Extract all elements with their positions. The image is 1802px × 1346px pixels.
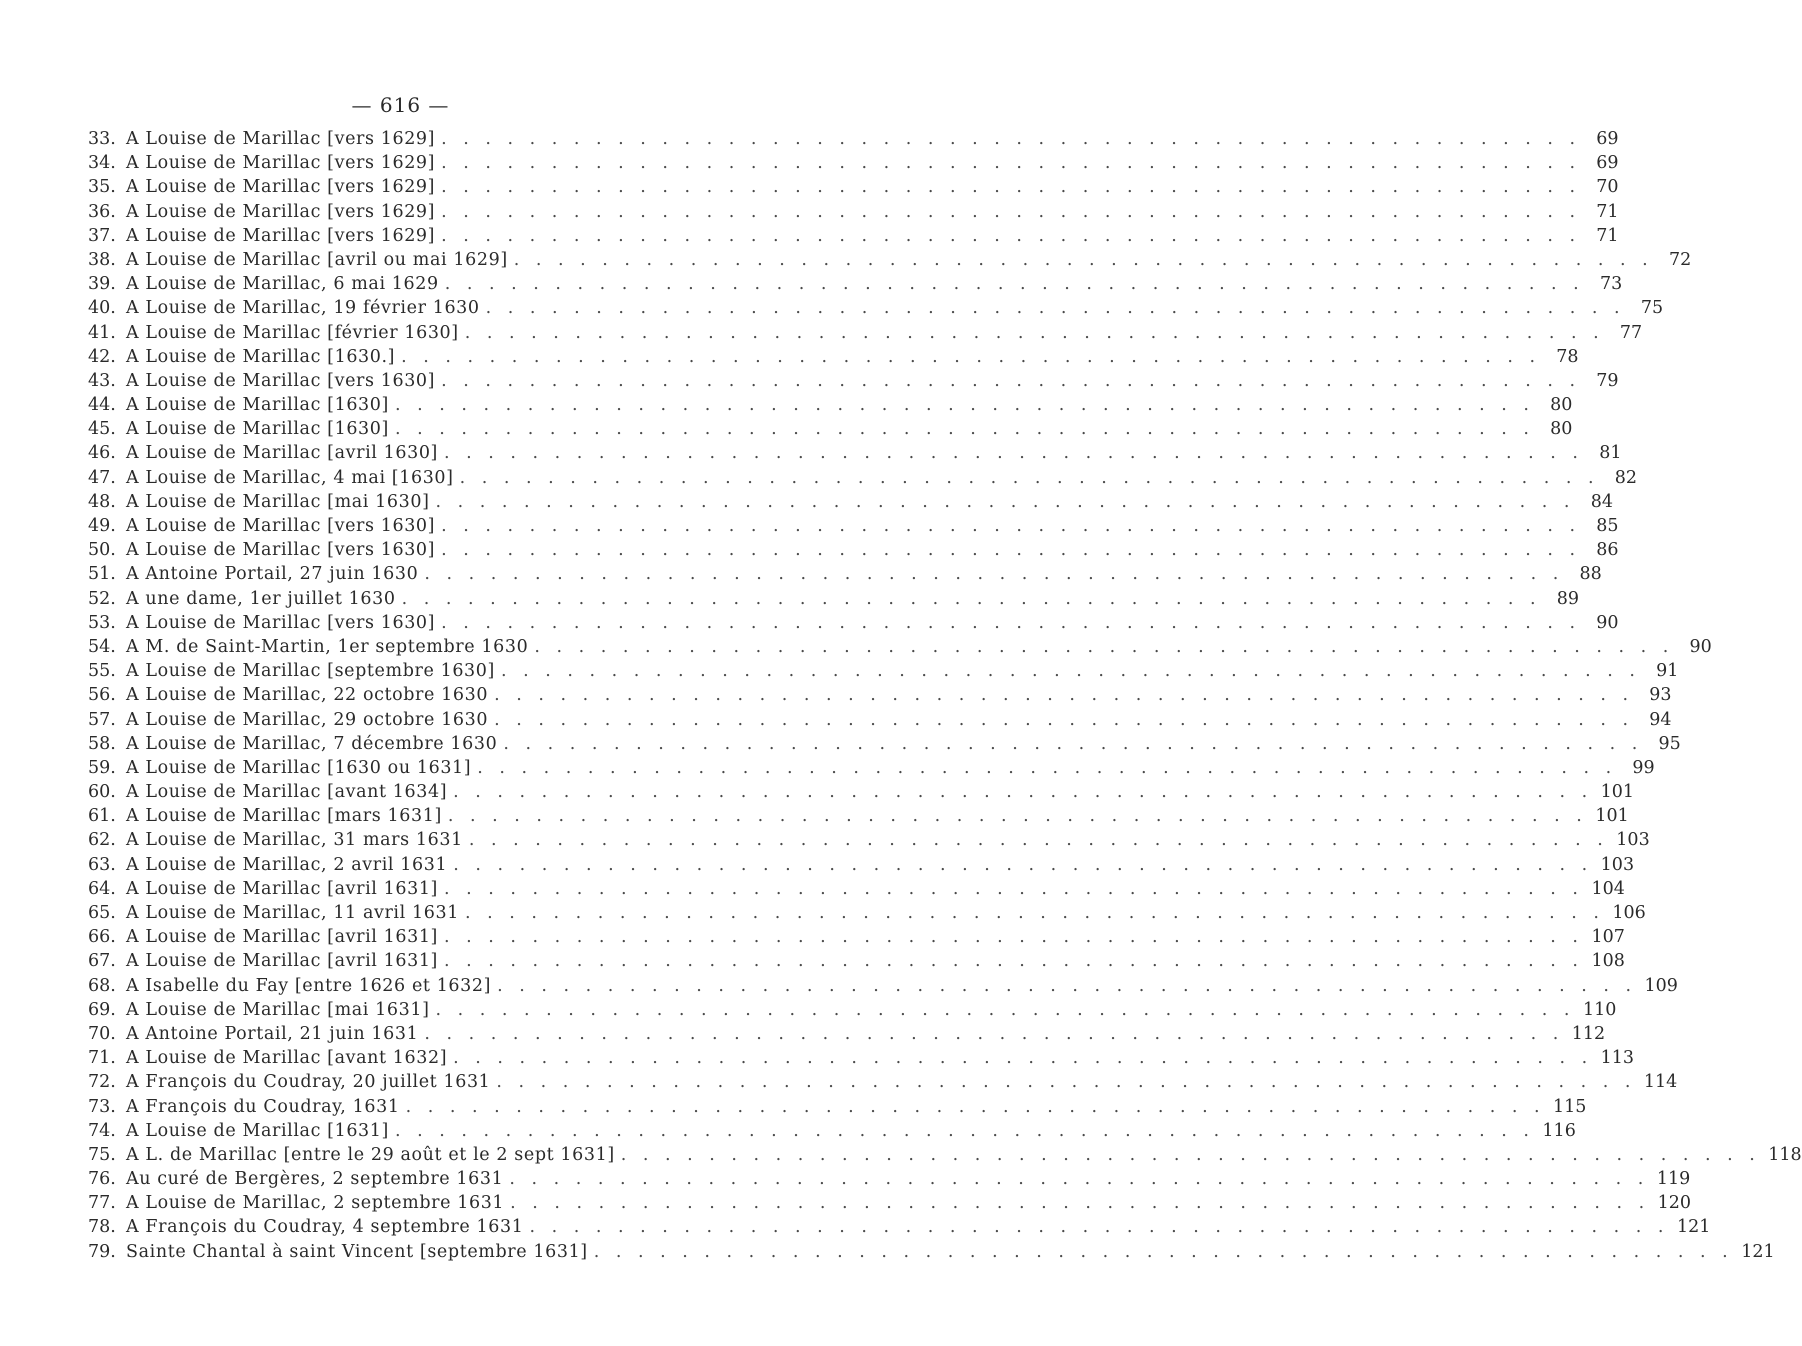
entry-page-ref: 69 bbox=[1596, 129, 1619, 149]
dot-leader bbox=[389, 393, 1542, 417]
entry-number: 44. bbox=[88, 395, 116, 416]
entry-page-ref: 71 bbox=[1596, 225, 1619, 246]
entry-number: 38. bbox=[88, 249, 116, 270]
entry-page-ref: 93 bbox=[1649, 685, 1672, 706]
dot-leader bbox=[480, 296, 1633, 320]
entry-page-ref: 85 bbox=[1596, 516, 1619, 536]
entry-number: 63. bbox=[88, 854, 116, 875]
entry-title: A Louise de Marillac [février 1630] bbox=[126, 322, 459, 343]
entry-page-ref: 103 bbox=[1600, 854, 1635, 875]
entry-number: 71. bbox=[88, 1048, 116, 1069]
toc-entry bbox=[88, 659, 1679, 683]
toc-entry bbox=[88, 1167, 1691, 1191]
dot-leader bbox=[400, 1095, 1553, 1119]
toc-entry bbox=[88, 321, 1643, 345]
entry-number: 60. bbox=[88, 782, 116, 803]
entry-title: A François du Coudray, 1631 bbox=[126, 1096, 400, 1117]
dot-leader bbox=[497, 732, 1650, 756]
entry-page-ref: 115 bbox=[1553, 1096, 1587, 1117]
dot-leader bbox=[438, 441, 1591, 465]
entry-page-ref: 116 bbox=[1542, 1120, 1576, 1141]
entry-title: A Louise de Marillac [1630] bbox=[126, 419, 389, 440]
entry-title: A Louise de Marillac [vers 1630] bbox=[126, 612, 436, 633]
entry-title: A Louise de Marillac, 2 avril 1631 bbox=[126, 854, 448, 875]
entry-number: 45. bbox=[88, 419, 116, 440]
entry-title: A Louise de Marillac [avril 1631] bbox=[126, 878, 438, 899]
entry-title: A Louise de Marillac [vers 1629] bbox=[126, 129, 436, 149]
entry-title: A Louise de Marillac, 2 septembre 1631 bbox=[126, 1193, 505, 1214]
toc-entry bbox=[88, 1070, 1678, 1094]
entry-title: A Louise de Marillac [1630] bbox=[126, 395, 389, 416]
toc-entry bbox=[88, 732, 1681, 756]
entry-title: A Louise de Marillac [avant 1632] bbox=[126, 1048, 448, 1069]
toc-entry bbox=[88, 804, 1629, 828]
toc-entry bbox=[88, 175, 1619, 199]
dot-leader bbox=[438, 949, 1591, 973]
entry-page-ref: 75 bbox=[1640, 298, 1664, 319]
toc-entry bbox=[88, 901, 1646, 925]
dot-leader bbox=[588, 1240, 1741, 1264]
entry-page-ref: 78 bbox=[1556, 346, 1579, 367]
dot-leader bbox=[490, 1070, 1643, 1094]
entry-title: A Louise de Marillac [vers 1629] bbox=[126, 177, 436, 198]
entry-title: A François du Coudray, 20 juillet 1631 bbox=[126, 1072, 491, 1093]
entry-page-ref: 95 bbox=[1658, 733, 1681, 754]
dot-leader bbox=[615, 1143, 1768, 1167]
entry-number: 57. bbox=[88, 709, 116, 730]
entry-title: A une dame, 1er juillet 1630 bbox=[126, 588, 396, 609]
entry-number: 74. bbox=[88, 1120, 116, 1141]
entry-number: 56. bbox=[88, 685, 116, 706]
entry-number: 61. bbox=[88, 806, 116, 827]
dot-leader bbox=[447, 853, 1600, 877]
entry-title: A Louise de Marillac, 22 octobre 1630 bbox=[126, 685, 489, 706]
entry-page-ref: 91 bbox=[1656, 661, 1679, 682]
entry-page-ref: 70 bbox=[1596, 177, 1619, 198]
toc-entry bbox=[88, 949, 1625, 973]
entry-page-ref: 101 bbox=[1600, 782, 1635, 803]
entry-page-ref: 80 bbox=[1550, 419, 1573, 440]
dot-leader bbox=[435, 151, 1588, 175]
dot-leader bbox=[435, 175, 1588, 199]
entry-number: 47. bbox=[88, 467, 116, 488]
toc-entry bbox=[88, 272, 1623, 296]
toc-entry bbox=[88, 393, 1573, 417]
entry-number: 50. bbox=[88, 540, 116, 561]
dot-leader bbox=[447, 780, 1600, 804]
entry-page-ref: 121 bbox=[1741, 1241, 1775, 1262]
entry-page-ref: 88 bbox=[1579, 564, 1602, 585]
entry-title: A Louise de Marillac [mars 1631] bbox=[126, 806, 442, 827]
entry-title: A Louise de Marillac, 11 avril 1631 bbox=[126, 903, 459, 923]
entry-title: A Louise de Marillac [1630 ou 1631] bbox=[126, 757, 472, 778]
dot-leader bbox=[435, 514, 1588, 538]
dot-leader bbox=[418, 562, 1571, 586]
entry-title: A Louise de Marillac, 4 mai [1630] bbox=[126, 467, 454, 488]
entry-page-ref: 81 bbox=[1599, 443, 1622, 464]
entry-number: 76. bbox=[88, 1169, 116, 1190]
entry-number: 42. bbox=[88, 346, 116, 367]
dot-leader bbox=[395, 345, 1548, 369]
entry-title: A Louise de Marillac [vers 1630] bbox=[126, 370, 436, 391]
toc-entry bbox=[88, 1022, 1606, 1046]
entry-number: 58. bbox=[88, 733, 116, 754]
toc-entry bbox=[88, 683, 1672, 707]
entry-number: 48. bbox=[88, 491, 116, 512]
entry-number: 49. bbox=[88, 516, 116, 536]
dot-leader bbox=[463, 828, 1616, 852]
entry-number: 34. bbox=[88, 153, 116, 174]
entry-number: 46. bbox=[88, 443, 116, 464]
dot-leader bbox=[435, 538, 1588, 562]
entry-page-ref: 108 bbox=[1591, 951, 1625, 972]
toc-entry bbox=[88, 490, 1613, 514]
entry-page-ref: 106 bbox=[1612, 903, 1646, 923]
entry-number: 79. bbox=[88, 1241, 116, 1262]
entry-title: A Isabelle du Fay [entre 1626 et 1632] bbox=[126, 975, 492, 996]
dot-leader bbox=[454, 466, 1607, 490]
entry-title: A Louise de Marillac [1631] bbox=[126, 1120, 389, 1141]
entry-title: A Louise de Marillac [vers 1630] bbox=[126, 516, 436, 536]
dot-leader bbox=[447, 1046, 1600, 1070]
dot-leader bbox=[491, 974, 1644, 998]
entry-title: A Louise de Marillac, 19 février 1630 bbox=[126, 298, 480, 319]
entry-title: A L. de Marillac [entre le 29 août et le 2 sept 1631] bbox=[126, 1144, 615, 1165]
entry-page-ref: 86 bbox=[1596, 540, 1619, 561]
entry-title: A Louise de Marillac [vers 1629] bbox=[126, 153, 436, 174]
entry-title: A Louise de Marillac [vers 1629] bbox=[126, 201, 436, 222]
dot-leader bbox=[495, 659, 1648, 683]
entry-title: Sainte Chantal à saint Vincent [septembre 1631] bbox=[126, 1241, 588, 1262]
toc-entry bbox=[88, 127, 1619, 151]
toc-entry bbox=[88, 611, 1619, 635]
entry-page-ref: 104 bbox=[1591, 878, 1625, 899]
entry-title: A Louise de Marillac, 6 mai 1629 bbox=[126, 274, 439, 295]
toc-entry bbox=[88, 587, 1580, 611]
dot-leader bbox=[430, 998, 1583, 1022]
toc-entry bbox=[88, 224, 1619, 248]
entry-page-ref: 84 bbox=[1590, 491, 1613, 512]
toc-entry bbox=[88, 925, 1625, 949]
toc-entry bbox=[88, 369, 1619, 393]
dot-leader bbox=[435, 127, 1588, 151]
toc-entry bbox=[88, 1046, 1635, 1070]
toc-entry bbox=[88, 296, 1664, 320]
entry-page-ref: 77 bbox=[1619, 322, 1643, 343]
toc-entry bbox=[88, 756, 1655, 780]
entry-number: 53. bbox=[88, 612, 116, 633]
entry-title: A François du Coudray, 4 septembre 1631 bbox=[126, 1217, 524, 1238]
toc-entry bbox=[88, 1215, 1711, 1239]
dot-leader bbox=[389, 1119, 1542, 1143]
entry-page-ref: 109 bbox=[1644, 975, 1678, 996]
entry-title: A Louise de Marillac [avril ou mai 1629] bbox=[126, 249, 508, 270]
dot-leader bbox=[438, 925, 1591, 949]
toc-entry bbox=[88, 635, 1712, 659]
entry-number: 68. bbox=[88, 975, 116, 996]
toc-entry bbox=[88, 441, 1622, 465]
entry-page-ref: 90 bbox=[1689, 636, 1712, 657]
entry-number: 72. bbox=[88, 1072, 116, 1093]
dot-leader bbox=[459, 321, 1612, 345]
toc-entry bbox=[88, 780, 1635, 804]
entry-number: 36. bbox=[88, 201, 116, 222]
entry-page-ref: 119 bbox=[1656, 1169, 1691, 1190]
toc-entry bbox=[88, 998, 1617, 1022]
entry-number: 33. bbox=[88, 129, 116, 149]
entry-title: A Louise de Marillac [avant 1634] bbox=[126, 782, 448, 803]
toc-entry bbox=[88, 417, 1573, 441]
entry-page-ref: 79 bbox=[1596, 370, 1619, 391]
dot-leader bbox=[435, 611, 1588, 635]
entry-title: A Louise de Marillac, 31 mars 1631 bbox=[126, 830, 463, 851]
entry-number: 66. bbox=[88, 927, 116, 948]
dot-leader bbox=[389, 417, 1542, 441]
entry-page-ref: 118 bbox=[1768, 1144, 1802, 1165]
toc-entry bbox=[88, 1119, 1576, 1143]
entry-page-ref: 110 bbox=[1583, 999, 1617, 1020]
entry-title: A Louise de Marillac [mai 1630] bbox=[126, 491, 430, 512]
entry-title: A Louise de Marillac [septembre 1630] bbox=[126, 661, 495, 682]
entry-number: 78. bbox=[88, 1217, 116, 1238]
toc-entry bbox=[88, 1095, 1587, 1119]
entry-page-ref: 113 bbox=[1600, 1048, 1635, 1069]
entry-page-ref: 69 bbox=[1596, 153, 1619, 174]
dot-leader bbox=[442, 804, 1595, 828]
entry-title: A Louise de Marillac, 29 octobre 1630 bbox=[126, 709, 489, 730]
entry-number: 70. bbox=[88, 1023, 116, 1044]
entry-page-ref: 107 bbox=[1591, 927, 1625, 948]
toc-entry bbox=[88, 877, 1625, 901]
toc-entry bbox=[88, 345, 1579, 369]
entry-title: A Louise de Marillac [mai 1631] bbox=[126, 999, 430, 1020]
entry-number: 39. bbox=[88, 274, 116, 295]
toc-entry bbox=[88, 514, 1619, 538]
toc-entry bbox=[88, 562, 1602, 586]
toc-entry bbox=[88, 974, 1678, 998]
entry-title: A Louise de Marillac, 7 décembre 1630 bbox=[126, 733, 498, 754]
entry-page-ref: 71 bbox=[1596, 201, 1619, 222]
entry-page-ref: 82 bbox=[1614, 467, 1638, 488]
dot-leader bbox=[430, 490, 1583, 514]
entry-title: A Louise de Marillac [vers 1630] bbox=[126, 540, 436, 561]
toc-entry bbox=[88, 1191, 1692, 1215]
toc-entry bbox=[88, 466, 1638, 490]
entry-number: 59. bbox=[88, 757, 116, 778]
entry-number: 62. bbox=[88, 830, 116, 851]
dot-leader bbox=[508, 248, 1661, 272]
dot-leader bbox=[488, 708, 1641, 732]
dot-leader bbox=[523, 1215, 1676, 1239]
entry-page-ref: 114 bbox=[1643, 1072, 1678, 1093]
entry-number: 55. bbox=[88, 661, 116, 682]
entry-number: 41. bbox=[88, 322, 116, 343]
toc-entry bbox=[88, 853, 1635, 877]
entry-page-ref: 94 bbox=[1649, 709, 1672, 730]
toc-entry bbox=[88, 248, 1692, 272]
dot-leader bbox=[418, 1022, 1571, 1046]
toc-entry bbox=[88, 200, 1619, 224]
entry-number: 67. bbox=[88, 951, 116, 972]
dot-leader bbox=[396, 587, 1549, 611]
entry-number: 54. bbox=[88, 636, 116, 657]
dot-leader bbox=[459, 901, 1612, 925]
entry-number: 69. bbox=[88, 999, 116, 1020]
toc-entry bbox=[88, 708, 1672, 732]
dot-leader bbox=[439, 272, 1592, 296]
dot-leader bbox=[471, 756, 1624, 780]
entry-number: 75. bbox=[88, 1144, 116, 1165]
entry-number: 52. bbox=[88, 588, 116, 609]
dot-leader bbox=[438, 877, 1591, 901]
entry-title: A Louise de Marillac [avril 1631] bbox=[126, 951, 438, 972]
entry-title: A Antoine Portail, 27 juin 1630 bbox=[126, 564, 419, 585]
entry-number: 51. bbox=[88, 564, 116, 585]
entry-page-ref: 73 bbox=[1599, 274, 1623, 295]
entry-page-ref: 99 bbox=[1632, 757, 1655, 778]
entry-title: A Louise de Marillac [avril 1630] bbox=[126, 443, 438, 464]
entry-page-ref: 89 bbox=[1556, 588, 1580, 609]
dot-leader bbox=[504, 1191, 1657, 1215]
toc-entry bbox=[88, 538, 1619, 562]
toc-entry bbox=[88, 1143, 1802, 1167]
entry-number: 77. bbox=[88, 1193, 116, 1214]
dot-leader bbox=[503, 1167, 1656, 1191]
table-of-contents bbox=[88, 127, 1802, 1264]
toc-entry bbox=[88, 151, 1619, 175]
toc-entry bbox=[88, 828, 1650, 852]
entry-page-ref: 121 bbox=[1676, 1217, 1711, 1238]
entry-number: 73. bbox=[88, 1096, 116, 1117]
entry-page-ref: 120 bbox=[1657, 1193, 1692, 1214]
entry-page-ref: 80 bbox=[1550, 395, 1573, 416]
entry-title: Au curé de Bergères, 2 septembre 1631 bbox=[126, 1169, 504, 1190]
entry-number: 64. bbox=[88, 878, 116, 899]
entry-number: 40. bbox=[88, 298, 116, 319]
entry-page-ref: 90 bbox=[1596, 612, 1619, 633]
dot-leader bbox=[435, 200, 1588, 224]
entry-number: 43. bbox=[88, 370, 116, 391]
entry-page-ref: 72 bbox=[1668, 249, 1692, 270]
entry-page-ref: 103 bbox=[1616, 830, 1650, 851]
entry-title: A M. de Saint-Martin, 1er septembre 1630 bbox=[126, 636, 529, 657]
dot-leader bbox=[435, 369, 1588, 393]
entry-title: A Louise de Marillac [1630.] bbox=[126, 346, 396, 367]
entry-page-ref: 112 bbox=[1571, 1023, 1606, 1044]
entry-title: A Louise de Marillac [avril 1631] bbox=[126, 927, 438, 948]
dot-leader bbox=[435, 224, 1588, 248]
entry-title: A Louise de Marillac [vers 1629] bbox=[126, 225, 436, 246]
entry-number: 65. bbox=[88, 903, 116, 923]
page-number: — 616 — bbox=[351, 93, 450, 117]
dot-leader bbox=[488, 683, 1641, 707]
dot-leader bbox=[528, 635, 1681, 659]
entry-title: A Antoine Portail, 21 juin 1631 bbox=[126, 1023, 419, 1044]
entry-number: 35. bbox=[88, 177, 116, 198]
entry-page-ref: 101 bbox=[1595, 806, 1629, 827]
toc-entry bbox=[88, 1240, 1775, 1264]
entry-number: 37. bbox=[88, 225, 116, 246]
